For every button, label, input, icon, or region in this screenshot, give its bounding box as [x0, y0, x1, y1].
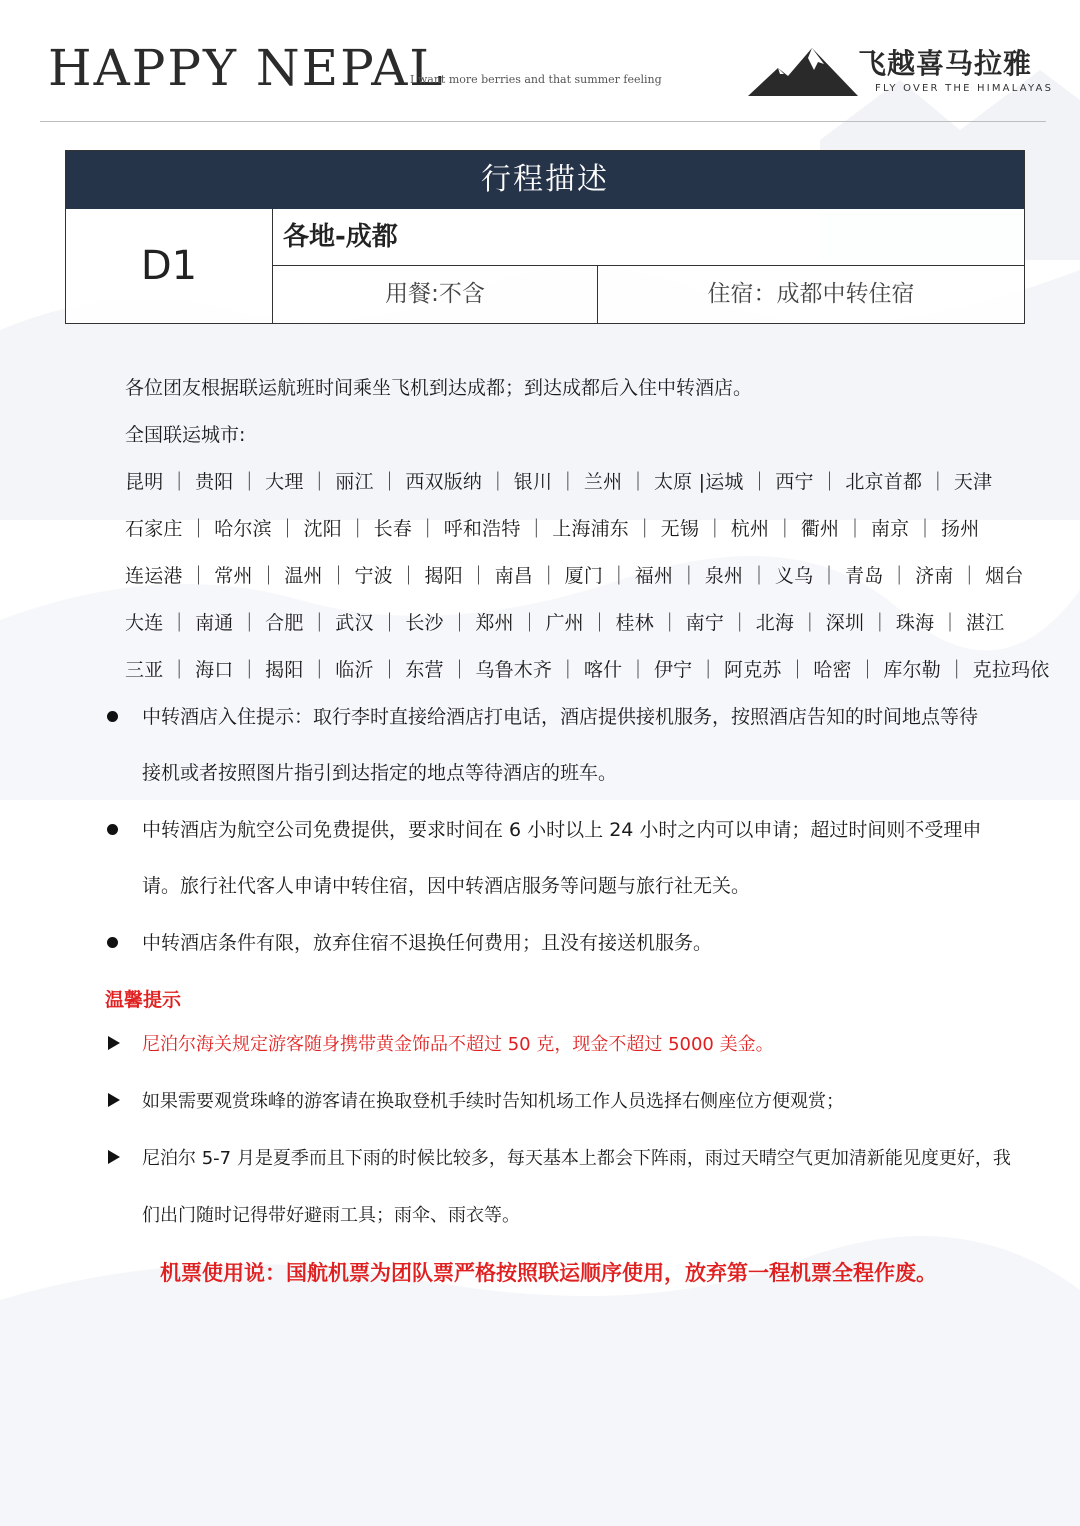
city-line: 大连 ｜ 南通 ｜ 合肥 ｜ 武汉 ｜ 长沙 ｜ 郑州 ｜ 广州 ｜ 桂林 ｜ 南宁 ｜ 北海 ｜ 深圳 ｜ 珠海 ｜ 湛江	[125, 612, 1005, 634]
meal-info: 用餐:不含	[273, 266, 598, 323]
tip-line: 尼泊尔海关规定游客随身携带黄金饰品不超过 50 克，现金不超过 5000 美金。	[142, 1034, 774, 1055]
page-header	[0, 0, 1080, 125]
day-label: D1	[66, 209, 273, 323]
triangle-bullet-icon	[108, 1093, 120, 1107]
bullet-dot-icon	[107, 937, 118, 948]
brand-slogan: I want more berries and that summer feeling	[410, 73, 662, 86]
brand-title: HAPPY NEPAL	[48, 39, 445, 97]
hotel-note-line: 接机或者按照图片指引到达指定的地点等待酒店的班车。	[142, 762, 618, 784]
itinerary-body	[66, 209, 1024, 323]
intro-text: 各位团友根据联运航班时间乘坐飞机到达成都；到达成都后入住中转酒店。	[125, 377, 753, 399]
city-line: 昆明 ｜ 贵阳 ｜ 大理 ｜ 丽江 ｜ 西双版纳 ｜ 银川 ｜ 兰州 ｜ 太原 |运城 ｜ 西宁 ｜ 北京首都 ｜ 天津	[125, 471, 993, 493]
tips-title: 温馨提示	[105, 989, 182, 1011]
city-line: 连运港 ｜ 常州 ｜ 温州 ｜ 宁波 ｜ 揭阳 ｜ 南昌 ｜ 厦门 ｜ 福州 ｜ 泉州 ｜ 义乌 ｜ 青岛 ｜ 济南 ｜ 烟台	[125, 565, 1024, 587]
hotel-note-line: 中转酒店为航空公司免费提供，要求时间在 6 小时以上 24 小时之内可以申请；超过时间则不受理申	[142, 819, 982, 841]
triangle-bullet-icon	[108, 1150, 120, 1164]
header-divider	[40, 121, 1046, 122]
hotel-note-line: 中转酒店入住提示：取行李时直接给酒店打电话，酒店提供接机服务，按照酒店告知的时间地点等待	[142, 706, 979, 728]
hotel-note-line: 请。旅行社代客人申请中转住宿，因中转酒店服务等问题与旅行社无关。	[142, 875, 751, 897]
itinerary-table	[65, 150, 1025, 324]
itinerary-title: 行程描述	[66, 151, 1024, 209]
logo-chinese-text: 飞越喜马拉雅	[858, 47, 1033, 80]
mountain-logo-icon	[748, 44, 858, 98]
route-label: 各地-成都	[273, 209, 1024, 266]
city-line: 三亚 ｜ 海口 ｜ 揭阳 ｜ 临沂 ｜ 东营 ｜ 乌鲁木齐 ｜ 喀什 ｜ 伊宁 ｜ 阿克苏 ｜ 哈密 ｜ 库尔勒 ｜ 克拉玛依	[125, 659, 1050, 681]
triangle-bullet-icon	[108, 1036, 120, 1050]
tip-line: 如果需要观赏珠峰的游客请在换取登机手续时告知机场工作人员选择右侧座位方便观赏；	[142, 1091, 844, 1112]
logo-english-text: FLY OVER THE HIMALAYAS	[875, 83, 1054, 94]
bullet-dot-icon	[107, 824, 118, 835]
city-line: 石家庄 ｜ 哈尔滨 ｜ 沈阳 ｜ 长春 ｜ 呼和浩特 ｜ 上海浦东 ｜ 无锡 ｜ 杭州 ｜ 衢州 ｜ 南京 ｜ 扬州	[125, 518, 980, 540]
stay-info: 住宿：成都中转住宿	[707, 281, 915, 307]
bullet-dot-icon	[107, 711, 118, 722]
ticket-note: 机票使用说：国航机票为团队票严格按照联运顺序使用，放弃第一程机票全程作废。	[160, 1261, 937, 1285]
hotel-note-line: 中转酒店条件有限，放弃住宿不退换任何费用；且没有接送机服务。	[142, 932, 713, 954]
tip-line: 们出门随时记得带好避雨工具；雨伞、雨衣等。	[142, 1205, 520, 1226]
cities-label: 全国联运城市:	[125, 424, 246, 446]
tip-line: 尼泊尔 5-7 月是夏季而且下雨的时候比较多，每天基本上都会下阵雨，雨过天晴空气更加清新能见度更好，我	[142, 1148, 1011, 1169]
